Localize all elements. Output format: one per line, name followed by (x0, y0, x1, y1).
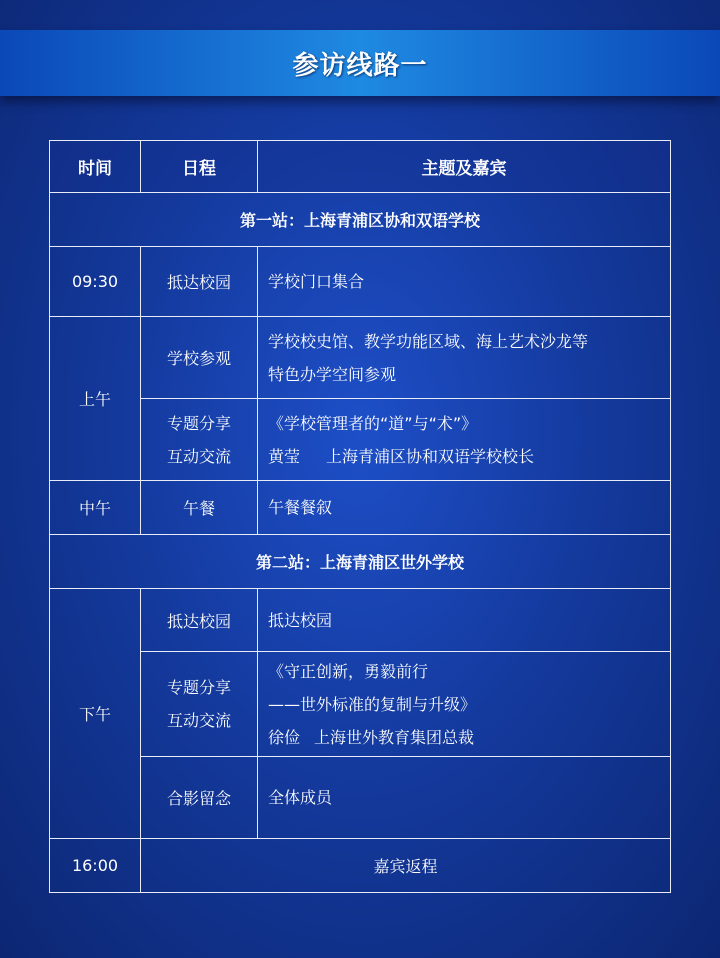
topic-line: 学校校史馆、教学功能区域、海上艺术沙龙等 (268, 331, 589, 351)
table-row (50, 317, 671, 399)
speaker-line (268, 440, 670, 473)
schedule-table (49, 140, 671, 893)
topic-line: ——世外标准的复制与升级》 (268, 694, 477, 714)
table-row (50, 399, 671, 481)
topic-cell (258, 399, 671, 481)
schedule-line: 专题分享 (166, 678, 231, 697)
schedule-line: 互动交流 (166, 711, 231, 730)
time-cell: 16:00 (50, 839, 141, 893)
speaker-name: 徐俭 (268, 727, 301, 747)
table-row (50, 839, 671, 893)
station1-row (50, 193, 671, 247)
table-row (50, 757, 671, 839)
station2-row (50, 535, 671, 589)
schedule-cell: 学校参观 (141, 317, 258, 399)
schedule-cell (141, 652, 258, 757)
topic-cell-return: 嘉宾返程 (141, 839, 671, 893)
header-time: 时间 (50, 141, 141, 193)
speaker-title: 上海青浦区协和双语学校校长 (326, 446, 535, 466)
schedule-line: 专题分享 (166, 413, 231, 433)
speaker-line (268, 721, 670, 754)
topic-cell (258, 652, 671, 757)
speaker-name: 黄莹 (268, 446, 301, 466)
header-topic: 主题及嘉宾 (258, 141, 671, 193)
time-cell: 中午 (50, 481, 141, 535)
topic-line: 特色办学空间参观 (268, 364, 397, 384)
header-schedule: 日程 (141, 141, 258, 193)
schedule-cell: 抵达校园 (141, 589, 258, 652)
table-row (50, 652, 671, 757)
topic-cell: 午餐餐叙 (258, 481, 671, 535)
table-row (50, 247, 671, 317)
topic-line: 《学校管理者的“道”与“术”》 (268, 413, 478, 433)
topic-cell: 全体成员 (258, 757, 671, 839)
topic-cell: 学校门口集合 (258, 247, 671, 317)
table-row (50, 481, 671, 535)
speaker-title: 上海世外教育集团总裁 (314, 727, 475, 747)
topic-line: 《守正创新，勇毅前行 (268, 661, 429, 681)
schedule-cell (141, 399, 258, 481)
schedule-cell: 合影留念 (141, 757, 258, 839)
topic-cell (258, 317, 671, 399)
schedule-cell: 抵达校园 (141, 247, 258, 317)
time-cell: 09:30 (50, 247, 141, 317)
time-cell-afternoon: 下午 (50, 589, 141, 839)
page-title: 参访线路一 (292, 50, 428, 81)
station2-label: 第二站：上海青浦区世外学校 (50, 535, 671, 589)
schedule-cell: 午餐 (141, 481, 258, 535)
title-banner (0, 30, 720, 96)
topic-cell: 抵达校园 (258, 589, 671, 652)
table-header-row (50, 141, 671, 193)
table-row (50, 589, 671, 652)
schedule-line: 互动交流 (166, 446, 231, 466)
station1-label: 第一站：上海青浦区协和双语学校 (50, 193, 671, 247)
time-cell-morning: 上午 (50, 317, 141, 481)
